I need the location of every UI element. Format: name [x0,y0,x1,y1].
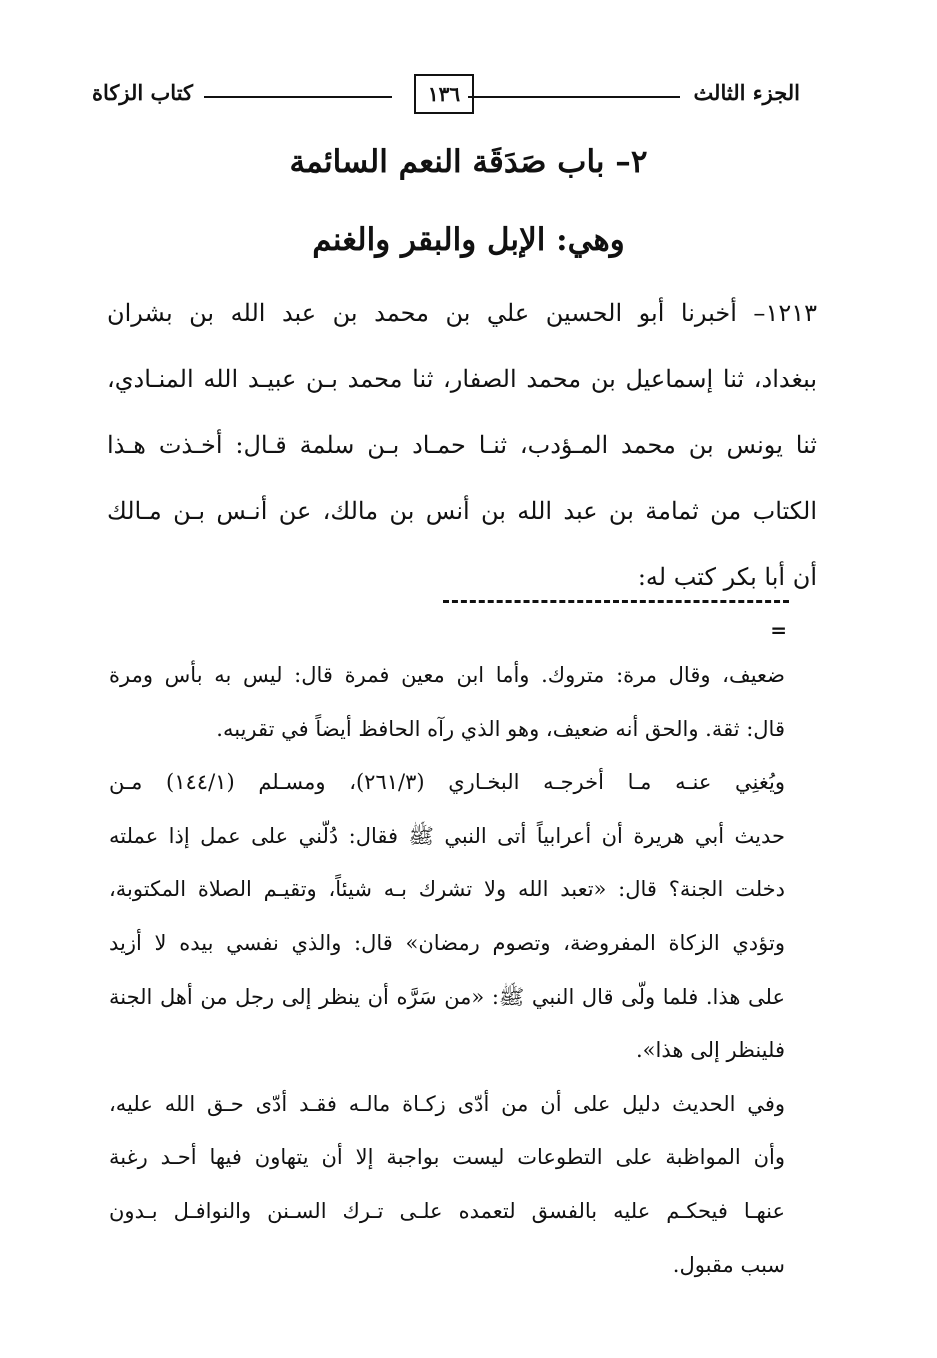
main-text-line: الكتاب من ثمامة بن عبد الله بن أنس بن مالك، عن أنـس بـن مـالك [107,497,817,525]
footnote-line: وفي الحديث دليل على أن من أدّى زكـاة مالـه فقـد أدّى حـق الله عليه، [109,1091,785,1116]
main-text-line: ١٢١٣– أخبرنا أبو الحسين علي بن محمد بن عبد الله بن بشران [107,299,817,327]
header-rule-right [468,96,680,98]
page-number: ١٣٦ [414,74,474,114]
book-title: كتاب الزكاة [92,80,194,105]
footnote-line: سبب مقبول. [672,1252,785,1277]
footnote-line: وتؤدي الزكاة المفروضة، وتصوم رمضان» قال: والذي نفسي بيده لا أزيد [109,930,785,955]
footnote-line: على هذا. فلما ولّى قال النبي ﷺ: «من سَرَّه أن ينظر إلى رجل من أهل الجنة [109,984,785,1009]
volume-label: الجزء الثالث [693,80,800,105]
footnote-line: فلينظر إلى هذا». [635,1038,785,1063]
footnote-line: حديث أبي هريرة أن أعرابياً أتى النبي ﷺ فقال: دُلّني على عمل إذا عملته [109,823,785,848]
footnote-line: ضعيف، وقال مرة: متروك. وأما ابن معين فمرة قال: ليس به بأس ومرة [109,663,785,687]
main-text-line: أن أبا بكر كتب له: [637,563,817,591]
footnotes [109,655,785,1298]
running-header [92,74,800,124]
main-text [107,288,817,618]
footnote-line: دخلت الجنة؟ قال: «تعبد الله ولا تشرك بـه شيئاً، وتقيـم الصلاة المكتوبة، [109,877,785,902]
footnote-line: ويُغنِي عنـه مـا أخرجـه البخـاري (٢٦١/٣)، ومسـلم (١٤٤/١) مـن [109,770,785,795]
chapter-title: ٢– باب صَدَقَة النعم السائمة [289,144,648,180]
footnote-line: عنهـا فيحكـم عليه بالفسق لتعمده علـى تـرك السـنن والنوافـل بـدون [109,1198,785,1223]
footnote-separator [443,600,789,603]
footnote-line: قال: ثقة. والحق أنه ضعيف، وهو الذي رآه الحافظ أيضاً في تقريبه. [216,716,785,741]
main-text-line: ببغداد، ثنا إسماعيل بن محمد الصفار، ثنا محمد بـن عبيـد الله المنـادي، [107,365,817,393]
main-text-line: ثنا يونس بن محمد المـؤدب، ثنـا حمـاد بـن سلمة قـال: أخـذت هـذا [107,431,817,459]
footnote-continuation-mark: = [770,618,787,642]
footnote-line: وأن المواظبة على التطوعات ليست بواجبة إلا أن يتهاون فيها أحـد رغبة [109,1145,785,1170]
chapter-subtitle: وهي: الإبل والبقر والغنم [312,222,625,258]
header-rule-left [204,96,392,98]
